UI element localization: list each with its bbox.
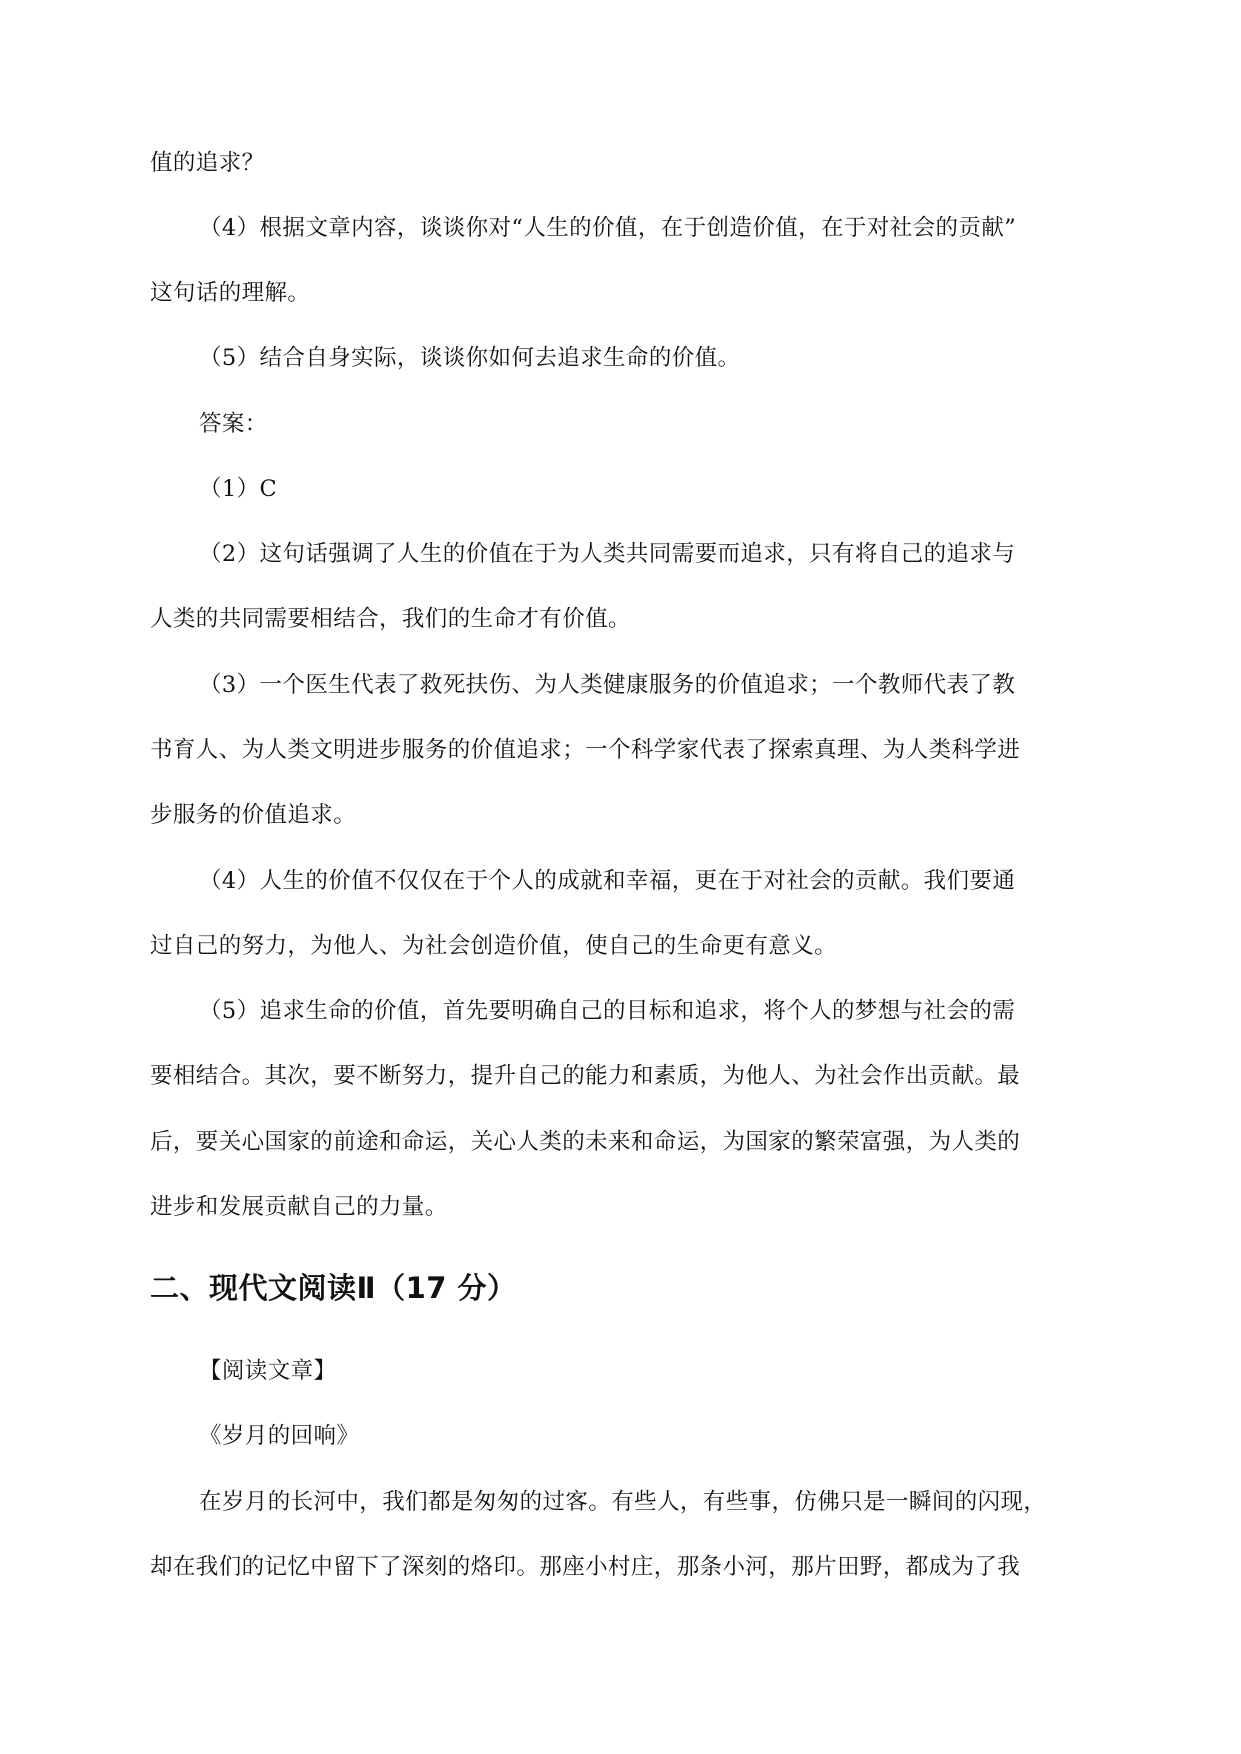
- reading-label: 【阅读文章】: [199, 1358, 337, 1384]
- article-line-1: 在岁月的长河中，我们都是匆匆的过客。有些人，有些事，仿佛只是一瞬间的闪现，: [199, 1489, 1047, 1515]
- article-line-2: 却在我们的记忆中留下了深刻的烙印。那座小村庄，那条小河，那片田野，都成为了我: [150, 1554, 1021, 1580]
- answer-2-line-2: 人类的共同需要相结合，我们的生命才有价值。: [150, 606, 631, 632]
- answer-1: （1）C: [199, 476, 278, 502]
- answer-5-line-4: 进步和发展贡献自己的力量。: [150, 1194, 448, 1220]
- answer-3-line-3: 步服务的价值追求。: [150, 802, 357, 828]
- answer-label: 答案：: [199, 411, 268, 437]
- answer-5-line-2: 要相结合。其次，要不断努力，提升自己的能力和素质，为他人、为社会作出贡献。最: [150, 1063, 1021, 1089]
- article-title: 《岁月的回响》: [199, 1423, 360, 1449]
- answer-5-line-3: 后，要关心国家的前途和命运，关心人类的未来和命运，为国家的繁荣富强，为人类的: [150, 1129, 1021, 1155]
- answer-4-line-1: （4）人生的价值不仅仅在于个人的成就和幸福，更在于对社会的贡献。我们要通: [199, 868, 1016, 894]
- answer-2-line-1: （2）这句话强调了人生的价值在于为人类共同需要而追求，只有将自己的追求与: [199, 541, 1016, 567]
- answer-3-line-1: （3）一个医生代表了救死扶伤、为人类健康服务的价值追求；一个教师代表了教: [199, 672, 1016, 698]
- question-5: （5）结合自身实际，谈谈你如何去追求生命的价值。: [199, 345, 741, 371]
- question-4-line-1: （4）根据文章内容，谈谈你对“人生的价值，在于创造价值，在于对社会的贡献”: [199, 215, 1017, 241]
- answer-4-line-2: 过自己的努力，为他人、为社会创造价值，使自己的生命更有意义。: [150, 933, 838, 959]
- answer-5-line-1: （5）追求生命的价值，首先要明确自己的目标和追求，将个人的梦想与社会的需: [199, 998, 1016, 1024]
- answer-3-line-2: 书育人、为人类文明进步服务的价值追求；一个科学家代表了探索真理、为人类科学进: [150, 737, 1021, 763]
- section-heading: 二、现代文阅读Ⅱ（17 分）: [150, 1271, 517, 1305]
- question-3-tail: 值的追求？: [150, 150, 265, 176]
- question-4-line-2: 这句话的理解。: [150, 280, 311, 306]
